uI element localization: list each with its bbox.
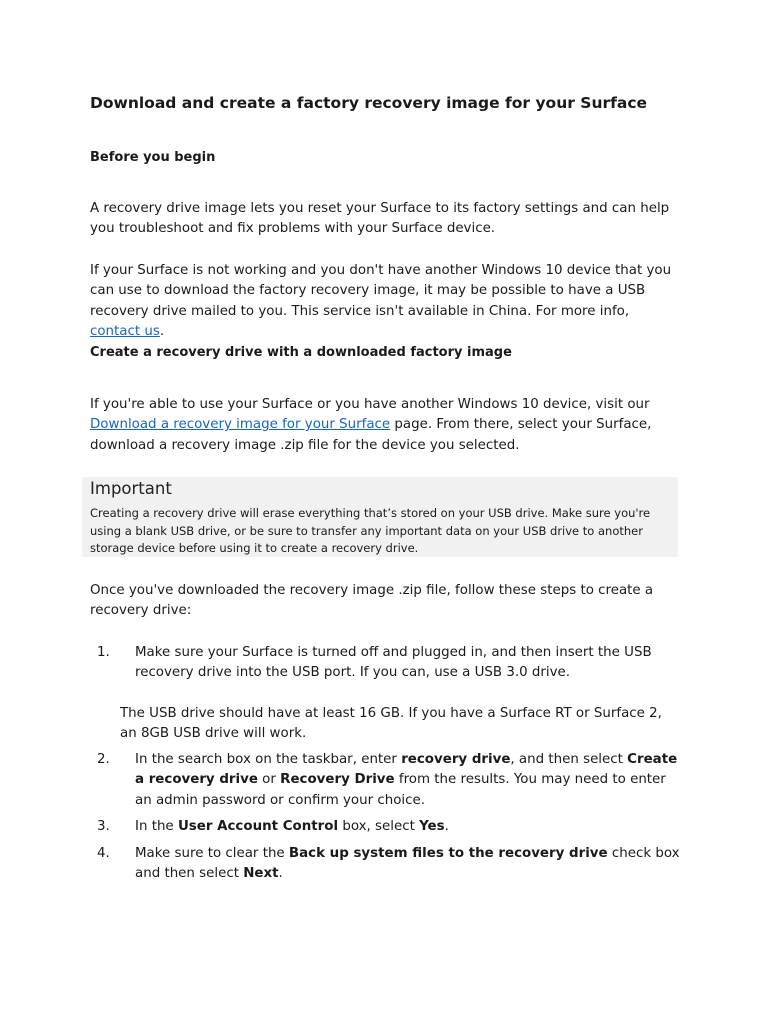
- before-you-begin-heading: Before you begin: [90, 150, 216, 165]
- step-number: 4.: [97, 846, 110, 861]
- step-text: Make sure your Surface is turned off and plugged in, and then insert the USB recovery drive into the USB port. If you can, use a USB 3.0 drive.: [135, 645, 652, 681]
- step-number: 2.: [97, 752, 110, 767]
- step-text: In the search box on the taskbar, enter recovery drive, and then select Create a recovery drive or Recovery Drive from the results. You may need to enter an admin password or confirm your choice.: [135, 752, 678, 808]
- download-paragraph: [90, 395, 680, 456]
- intro-paragraph: A recovery drive image lets you reset your Surface to its factory settings and can help you troubleshoot and fix problems with your Surface device.: [90, 201, 670, 237]
- create-drive-heading: Create a recovery drive with a downloaded factory image: [90, 345, 512, 360]
- step-text: In the User Account Control box, select Yes.: [135, 819, 449, 834]
- important-text: Creating a recovery drive will erase everything that’s stored on your USB drive. Make sure you're using a blank USB drive, or be sure to transfer any important data on your USB drive to another storage device before using it to create a recovery drive.: [90, 506, 651, 555]
- download-text-end: page. From there, select your Surface, download a recovery image .zip file for the device you selected.: [90, 417, 652, 453]
- step-note: The USB drive should have at least 16 GB. If you have a Surface RT or Surface 2, an 8GB USB drive will work.: [120, 705, 662, 741]
- mail-drive-text: If your Surface is not working and you don't have another Windows 10 device that you can use to download the factory recovery image, it may be possible to have a USB recovery drive mailed to you. This service isn't available in China. For more info,: [90, 263, 672, 319]
- steps-intro: Once you've downloaded the recovery image .zip file, follow these steps to create a recovery drive:: [90, 583, 654, 619]
- download-recovery-image-link[interactable]: Download a recovery image for your Surface: [90, 417, 391, 433]
- step-number: 1.: [97, 645, 110, 660]
- step-number: 3.: [97, 819, 110, 834]
- mail-drive-end: .: [159, 323, 165, 339]
- important-callout: [82, 477, 678, 557]
- contact-us-link[interactable]: contact us: [90, 323, 160, 339]
- step-text: Make sure to clear the Back up system files to the recovery drive check box and then select Next.: [135, 846, 680, 882]
- page-title: Download and create a factory recovery image for your Surface: [90, 94, 648, 112]
- download-text-start: If you're able to use your Surface or you have another Windows 10 device, visit our: [90, 397, 650, 412]
- important-title: Important: [90, 479, 172, 498]
- mail-drive-paragraph: [90, 261, 680, 342]
